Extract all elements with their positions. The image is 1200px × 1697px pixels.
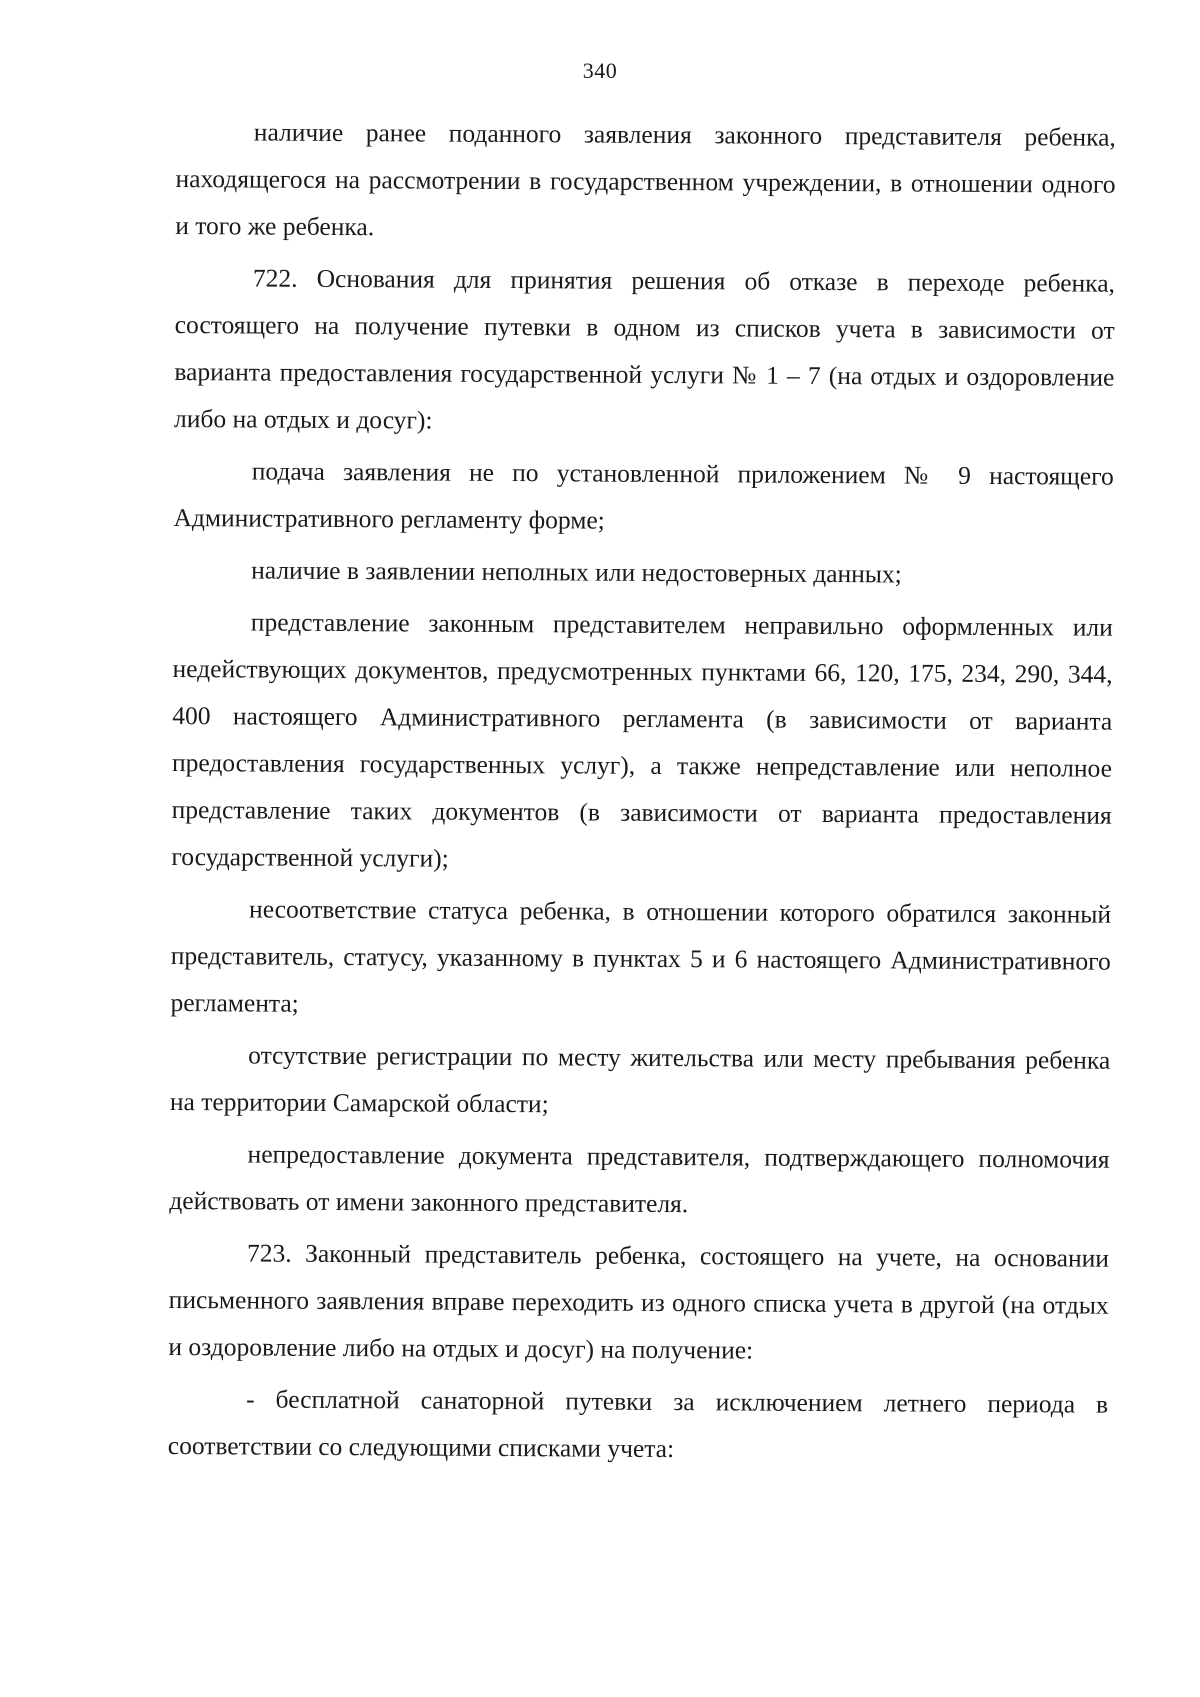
document-body xyxy=(168,108,1116,1480)
paragraph-status-mismatch: несоответствие статуса ребенка, в отношении которого обратился законный представитель, статусу, указанному в пунктах 5 и 6 настоящего Административного регламента; xyxy=(170,894,1112,1018)
paragraph-invalid-documents: представление законным представителем неправильно оформленных или недействующих документов, предусмотренных пунктами 66, 120, 175, 234, 290, 344, 400 настоящего Административного регламента (в зависимости от варианта предоставления государственных услуг), а также непредставление или неполное представление таких документов (в зависимости от варианта предоставления государственной услуги); xyxy=(171,607,1113,873)
paragraph-no-authority-document: непредоставление документа представителя, подтверждающего полномочия действовать от имени законного представителя. xyxy=(169,1139,1110,1219)
paragraph-previous-application: наличие ранее поданного заявления законного представителя ребенка, находящегося на рассмотрении в государственном учреждении, в отношении одного и того же ребенка. xyxy=(175,117,1116,242)
paragraph-722-grounds: 722. Основания для принятия решения об отказе в переходе ребенка, состоящего на получение путевки в одном из списков учета в зависимости от варианта предоставления государственной услуги № 1 – 7 (на отдых и оздоровление либо на отдых и досуг): xyxy=(174,263,1116,435)
paragraph-free-sanatorium-voucher: - бесплатной санаторной путевки за исключением летнего периода в соответствии со следующими списками учета: xyxy=(167,1384,1109,1464)
paragraph-wrong-form: подача заявления не по установленной приложением № 9 настоящего Административного регламенту форме; xyxy=(173,456,1114,535)
paragraph-no-registration: отсутствие регистрации по месту жительства или месту пребывания ребенка на территории Самарской области; xyxy=(169,1040,1111,1119)
page-number: 340 xyxy=(582,58,618,83)
paragraph-723-transfer: 723. Законный представитель ребенка, состоящего на учете, на основании письменного заявления вправе переходить из одного списка учета в другой (на отдых и оздоровление либо на отдых и досуг) на получение: xyxy=(168,1238,1110,1365)
paragraph-incomplete-data: наличие в заявлении неполных или недостоверных данных; xyxy=(251,555,902,589)
